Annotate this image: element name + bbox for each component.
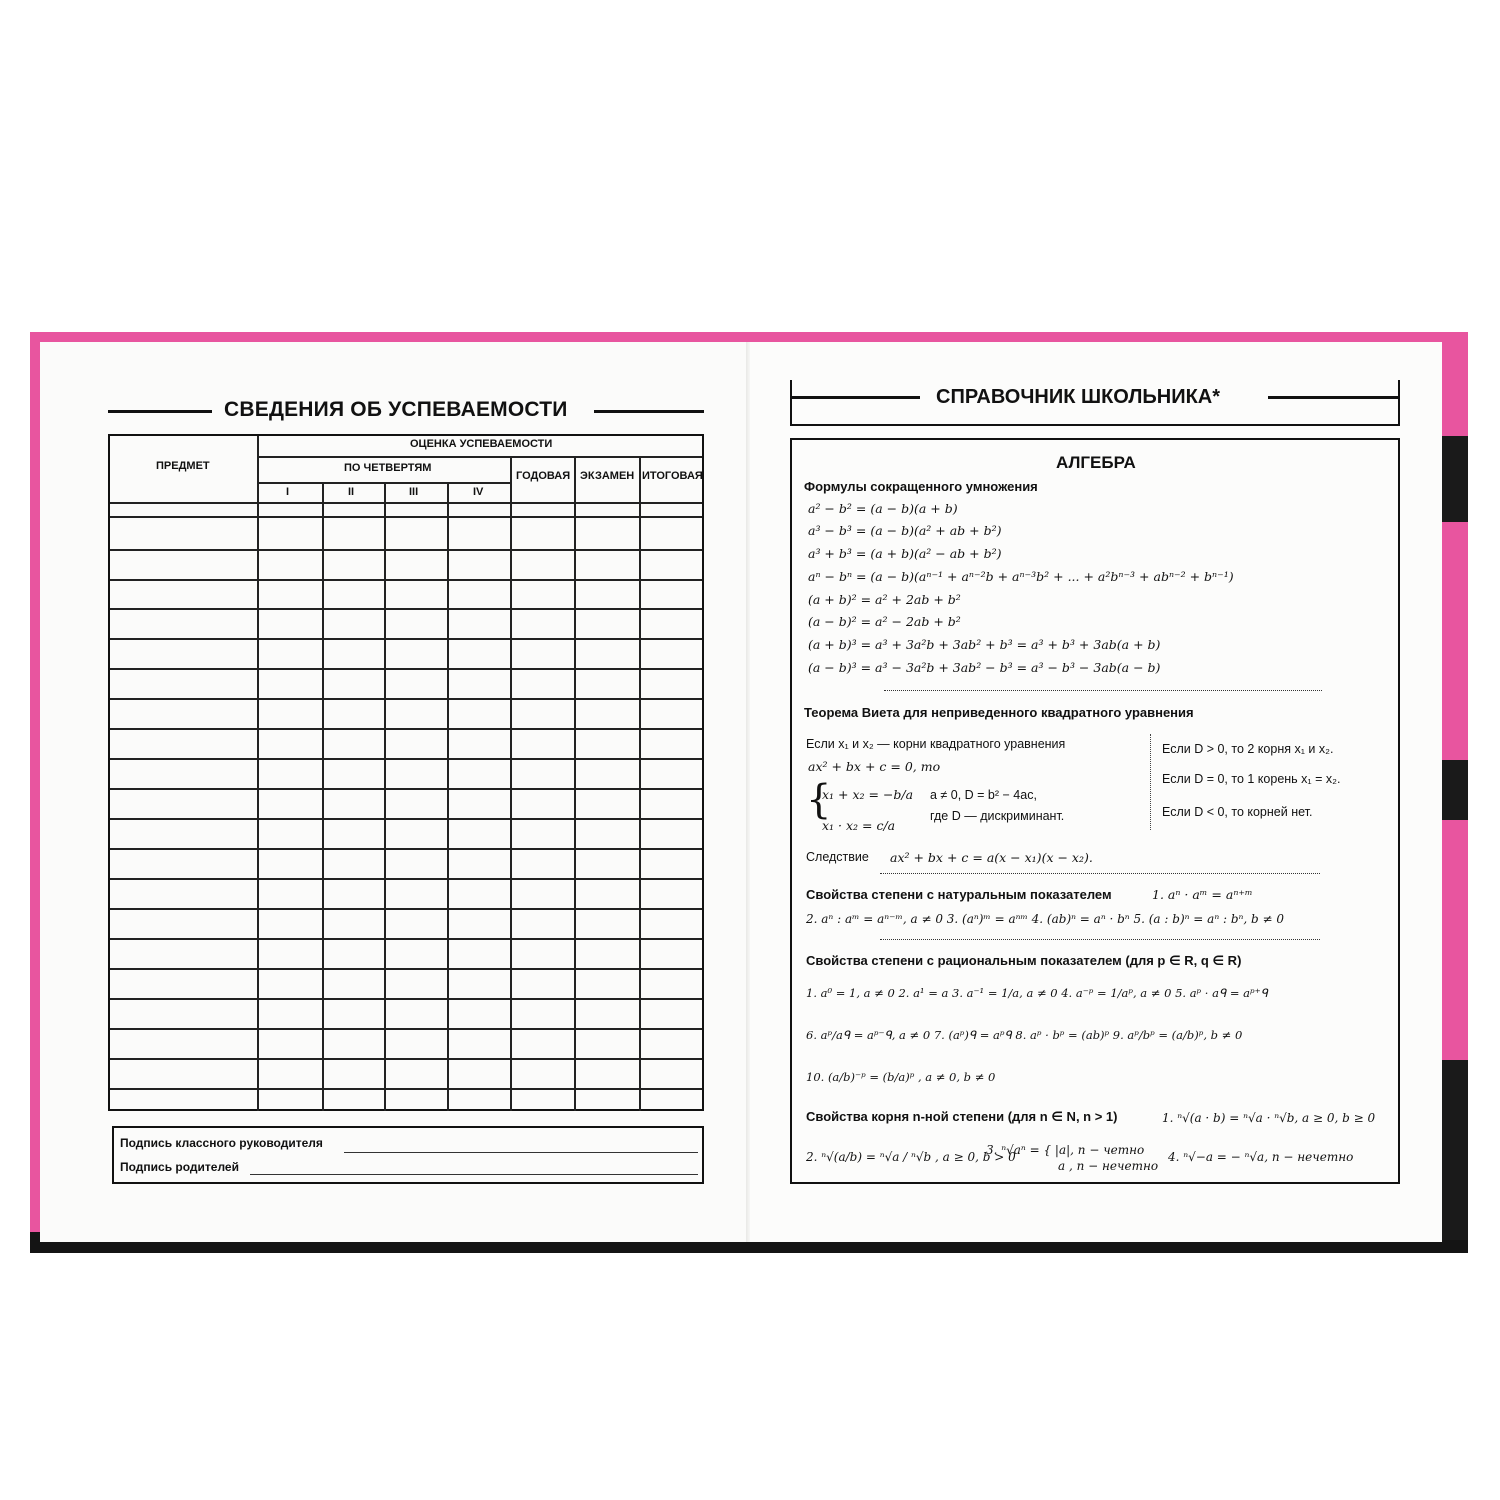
cover-black-stripe (1440, 436, 1468, 522)
col-subject: ПРЕДМЕТ (156, 460, 210, 472)
formula-line: (a − b)³ = a³ − 3a²b + 3ab² − b³ = a³ − b³ − 3ab(a − b) (808, 660, 1161, 675)
vieta-case: Если D > 0, то 2 корня x₁ и x₂. (1162, 742, 1334, 756)
natural-power-rule: 1. aⁿ · aᵐ = aⁿ⁺ᵐ (1152, 887, 1253, 902)
teacher-signature-label: Подпись классного руководителя (120, 1136, 323, 1150)
col-year: ГОДОВАЯ (516, 470, 571, 482)
parents-signature-label: Подпись родителей (120, 1160, 239, 1174)
spine-fold (746, 342, 750, 1242)
col-quarter-3: III (409, 486, 419, 498)
col-grades: ОЦЕНКА УСПЕВАЕМОСТИ (410, 438, 553, 450)
vieta-line: ax² + bx + c = 0, то (808, 759, 941, 774)
system-brace: { (806, 777, 832, 823)
section-algebra: АЛГЕБРА (1056, 453, 1136, 472)
vieta-condition: где D — дискриминант. (930, 809, 1065, 823)
reference-title: СПРАВОЧНИК ШКОЛЬНИКА* (936, 386, 1221, 408)
vieta-heading: Теорема Виета для неприведенного квадратного уравнения (804, 705, 1194, 720)
root-rule: 2. ⁿ√(a/b) = ⁿ√a / ⁿ√b , a ≥ 0, b > 0 (806, 1150, 1016, 1164)
vieta-condition: a ≠ 0, D = b² − 4ac, (930, 788, 1037, 802)
formula-line: (a + b)² = a² + 2ab + b² (808, 592, 961, 607)
page-title: СВЕДЕНИЯ ОБ УСПЕВАЕМОСТИ (224, 398, 568, 421)
col-exam: ЭКЗАМЕН (580, 470, 635, 482)
cover-black-stripe (1440, 1060, 1468, 1240)
dotted-separator (880, 939, 1320, 940)
root-rule: 3. ⁿ√aⁿ = { |a|, n − четно (986, 1143, 1145, 1157)
cover-black-stripe (1440, 760, 1468, 820)
col-quarter-2: II (348, 486, 355, 498)
rational-power-rules: 10. (a/b)⁻ᵖ = (b/a)ᵖ , a ≠ 0, b ≠ 0 (806, 1070, 996, 1084)
roots-heading: Свойства корня n-ной степени (для n ∈ N, n > 1) (806, 1109, 1118, 1124)
signature-box (112, 1126, 704, 1184)
corollary-formula: ax² + bx + c = a(x − x₁)(x − x₂). (890, 850, 1093, 865)
col-quarter-4: IV (473, 486, 484, 498)
col-quarters: ПО ЧЕТВЕРТЯМ (344, 462, 432, 474)
dotted-separator (884, 690, 1322, 691)
vieta-case: Если D < 0, то корней нет. (1162, 805, 1313, 819)
natural-power-rules: 2. aⁿ : aᵐ = aⁿ⁻ᵐ, a ≠ 0 3. (aⁿ)ᵐ = aⁿᵐ 4. (ab)ⁿ = aⁿ · bⁿ 5. (a : b)ⁿ = aⁿ : bⁿ, b ≠ 0 (806, 912, 1285, 926)
corollary-label: Следствие (806, 850, 869, 864)
grades-table (108, 434, 704, 1111)
formula-line: a² − b² = (a − b)(a + b) (808, 501, 958, 516)
vieta-product: x₁ · x₂ = c/a (822, 818, 896, 833)
vieta-line: Если x₁ и x₂ — корни квадратного уравнения (806, 737, 1066, 751)
natural-powers-heading: Свойства степени с натуральным показателем (806, 887, 1112, 902)
formula-line: a³ + b³ = (a + b)(a² − ab + b²) (808, 546, 1002, 561)
rational-power-rules: 1. a⁰ = 1, a ≠ 0 2. a¹ = a 3. a⁻¹ = 1/a, a ≠ 0 4. a⁻ᵖ = 1/aᵖ, a ≠ 0 5. aᵖ · aᑫ = aᵖ⁺ᑫ (806, 986, 1268, 1000)
dotted-separator (880, 873, 1320, 874)
vieta-sum: x₁ + x₂ = −b/a (822, 787, 914, 802)
abbrev-heading: Формулы сокращенного умножения (804, 479, 1038, 494)
rational-power-rules: 6. aᵖ/aᑫ = aᵖ⁻ᑫ, a ≠ 0 7. (aᵖ)ᑫ = aᵖᑫ 8. aᵖ · bᵖ = (ab)ᵖ 9. aᵖ/bᵖ = (a/b)ᵖ, b ≠ 0 (806, 1028, 1243, 1042)
rational-powers-heading: Свойства степени с рациональным показателем (для p ∈ R, q ∈ R) (806, 953, 1242, 968)
col-quarter-1: I (286, 486, 290, 498)
formula-line: (a + b)³ = a³ + 3a²b + 3ab² + b³ = a³ + b³ + 3ab(a + b) (808, 637, 1161, 652)
col-final: ИТОГОВАЯ (642, 470, 703, 482)
formula-line: (a − b)² = a² − 2ab + b² (808, 614, 961, 629)
root-rule: a , n − нечетно (1058, 1159, 1159, 1173)
formula-line: aⁿ − bⁿ = (a − b)(aⁿ⁻¹ + aⁿ⁻²b + aⁿ⁻³b² + ... + a²bⁿ⁻³ + abⁿ⁻² + bⁿ⁻¹) (808, 569, 1234, 584)
vieta-divider (1150, 734, 1151, 830)
root-rule: 1. ⁿ√(a · b) = ⁿ√a · ⁿ√b, a ≥ 0, b ≥ 0 (1162, 1111, 1376, 1125)
root-rule: 4. ⁿ√−a = − ⁿ√a, n − нечетно (1168, 1150, 1354, 1164)
formula-line: a³ − b³ = (a − b)(a² + ab + b²) (808, 523, 1002, 538)
vieta-case: Если D = 0, то 1 корень x₁ = x₂. (1162, 772, 1341, 786)
